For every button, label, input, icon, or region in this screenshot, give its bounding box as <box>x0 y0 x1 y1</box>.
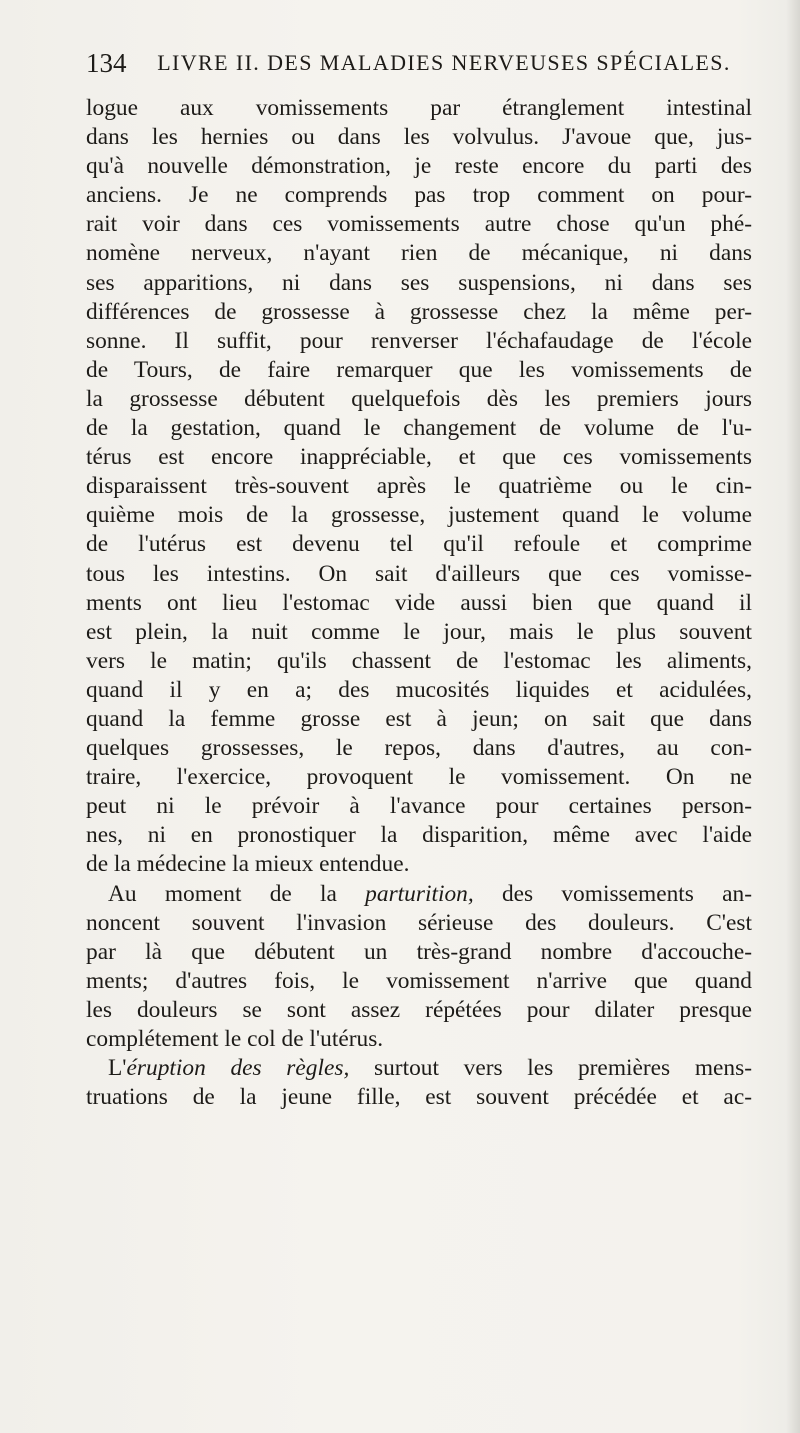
text-line: les douleurs se sont assez répétées pour dilater presque <box>86 996 752 1023</box>
text-line: de Tours, de faire remarquer que les vomissements de <box>86 356 752 383</box>
text-line: vers le matin; qu'ils chassent de l'estomac les aliments, <box>86 647 752 674</box>
text-line: ments; d'autres fois, le vomissement n'arrive que quand <box>86 967 752 994</box>
running-head: LIVRE II. DES MALADIES NERVEUSES SPÉCIALES. <box>157 50 731 75</box>
text-line: disparaissent très-souvent après le quatrième ou le cin- <box>86 473 752 500</box>
text-line: complétement le col de l'utérus. <box>86 1026 384 1052</box>
text-line: nomène nerveux, n'ayant rien de mécanique, ni dans <box>86 240 752 267</box>
page-header <box>86 48 748 88</box>
text-line: sonne. Il suffit, pour renverser l'échafaudage de l'école <box>86 327 752 354</box>
text-run: L' <box>108 1055 127 1082</box>
text-line: de l'utérus est devenu tel qu'il refoule et comprime <box>86 531 752 558</box>
text-line: est plein, la nuit comme le jour, mais le plus souvent <box>86 618 752 645</box>
text-line: de la gestation, quand le changement de volume de l'u- <box>86 415 752 442</box>
text-line: nes, ni en pronostiquer la disparition, même avec l'aide <box>86 822 752 849</box>
text-line: térus est encore inappréciable, et que ces vomissements <box>86 444 752 471</box>
paragraph-eruption-first-line <box>86 1054 752 1083</box>
text-line: la grossesse débutent quelquefois dès les premiers jours <box>86 385 752 412</box>
text-line: de la médecine la mieux entendue. <box>86 851 410 878</box>
text-line: par là que débutent un très-grand nombre d'accouche- <box>86 938 752 965</box>
text-line: rait voir dans ces vomissements autre chose qu'un phé- <box>86 211 752 238</box>
text-line: quelques grossesses, le repos, dans d'autres, au con- <box>86 735 752 762</box>
text-line: différences de grossesse à grossesse chez la même per- <box>86 298 752 325</box>
text-line: quième mois de la grossesse, justement quand le volume <box>86 502 752 529</box>
text-line: ments ont lieu l'estomac vide aussi bien que quand il <box>86 589 752 616</box>
text-line: truations de la jeune fille, est souvent précédée et ac- <box>86 1084 752 1111</box>
italic-term-parturition: parturition, <box>365 880 474 907</box>
italic-term-eruption-des-regles: éruption des règles, <box>126 1055 350 1082</box>
text-line: dans les hernies ou dans les volvulus. J'avoue que, jus- <box>86 124 752 151</box>
body-text <box>86 94 752 1112</box>
page-number: 134 <box>86 48 127 78</box>
text-line: peut ni le prévoir à l'avance pour certaines person- <box>86 793 752 820</box>
paragraph-parturition-first-line <box>86 880 752 909</box>
text-line: quand la femme grosse est à jeun; on sait que dans <box>86 705 752 732</box>
text-run: des vomissements an- <box>473 880 752 907</box>
text-line: tous les intestins. On sait d'ailleurs que ces vomisse- <box>86 560 752 587</box>
text-run: Au moment de la <box>108 880 337 907</box>
text-line: ses apparitions, ni dans ses suspensions, ni dans ses <box>86 269 752 296</box>
text-line: traire, l'exercice, provoquent le vomissement. On ne <box>86 764 752 791</box>
page-edge-shadow <box>786 0 800 1433</box>
text-line: noncent souvent l'invasion sérieuse des douleurs. C'est <box>86 909 752 936</box>
text-line: quand il y en a; des mucosités liquides et acidulées, <box>86 676 752 703</box>
text-run: surtout vers les premières mens- <box>349 1055 752 1082</box>
text-line: logue aux vomissements par étranglement intestinal <box>86 95 752 121</box>
text-line: qu'à nouvelle démonstration, je reste encore du parti des <box>86 153 752 180</box>
text-line: anciens. Je ne comprends pas trop comment on pour- <box>86 182 752 209</box>
